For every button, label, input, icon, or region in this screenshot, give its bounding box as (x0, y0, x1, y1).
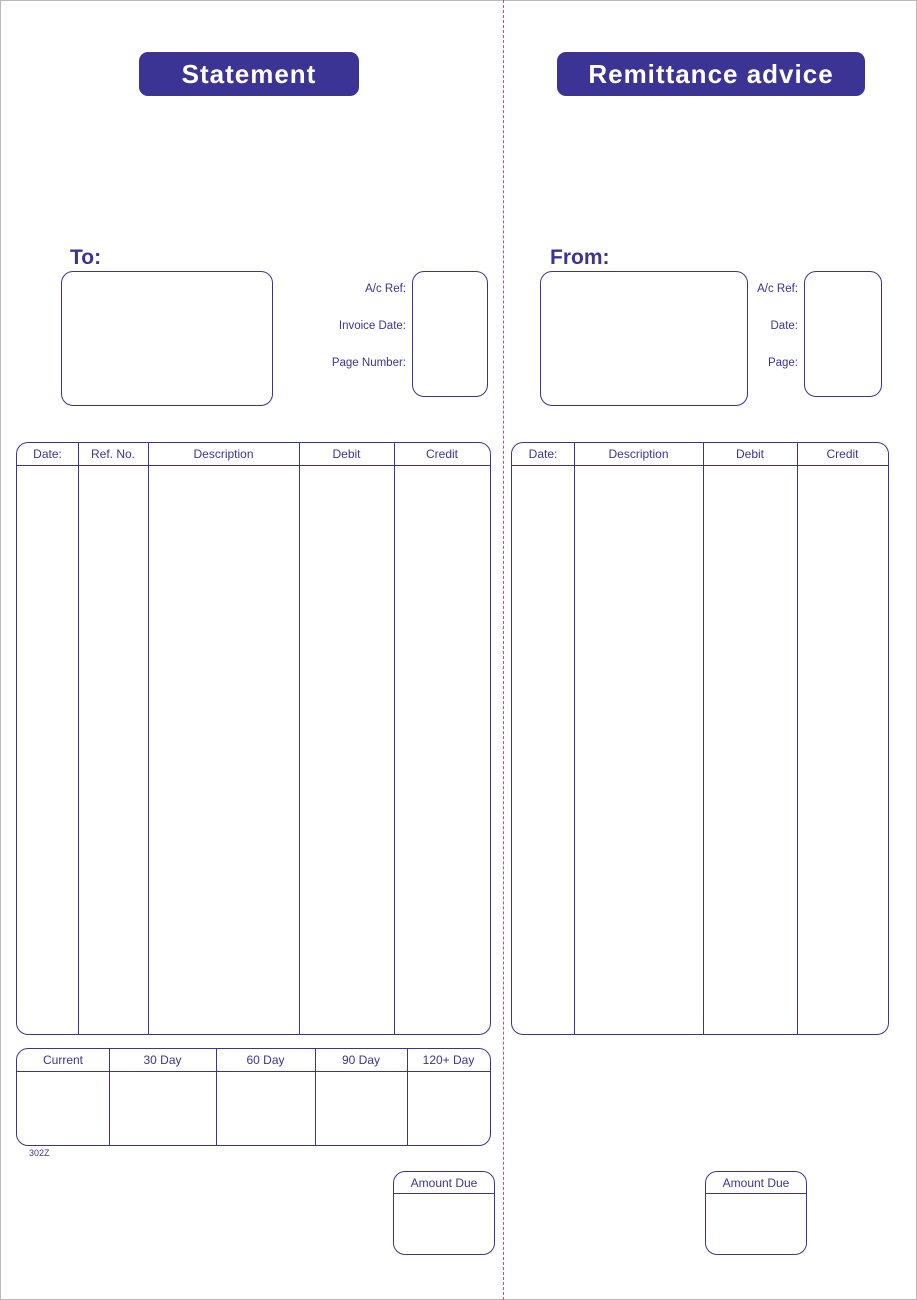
perforation-line (503, 0, 504, 1300)
col-header-debit: Debit (332, 447, 361, 461)
column-divider (574, 443, 575, 1034)
aging-header-90-day: 90 Day (341, 1053, 381, 1067)
remit-amount-due-label: Amount Due (722, 1176, 790, 1190)
from-label: From: (550, 246, 610, 269)
aging-header-30-day: 30 Day (143, 1053, 182, 1067)
remittance-meta-box[interactable] (804, 271, 882, 397)
remit-date-label: Date: (770, 320, 798, 332)
col-header-credit: Credit (425, 447, 458, 461)
column-divider (797, 443, 798, 1034)
column-divider (148, 443, 149, 1034)
column-divider (703, 443, 704, 1034)
to-label: To: (70, 246, 102, 269)
page-number-label: Page Number: (331, 357, 406, 369)
ac-ref-label: A/c Ref: (365, 283, 406, 295)
from-address-box[interactable] (540, 271, 748, 406)
remit-col-header-date: Date: (528, 447, 558, 461)
remittance-title: Remittance advice (557, 52, 865, 96)
form-code: 302Z (29, 1148, 50, 1158)
remittance-table (511, 442, 889, 1035)
col-header-description: Description (193, 447, 254, 461)
col-header-ref-no: Ref. No. (90, 447, 135, 461)
aging-header-60-day: 60 Day (246, 1053, 285, 1067)
statement-title: Statement (139, 52, 359, 96)
statement-meta-box[interactable] (412, 271, 488, 397)
remit-col-header-credit: Credit (826, 447, 859, 461)
column-divider (394, 443, 395, 1034)
statement-table-header-line (17, 465, 490, 466)
remit-amount-due-header-line (706, 1193, 806, 1194)
statement-table (16, 442, 491, 1035)
statement-amount-due-box[interactable] (393, 1171, 495, 1255)
remit-page-label: Page: (767, 357, 798, 369)
remit-col-header-debit: Debit (735, 447, 764, 461)
amount-due-header-line (394, 1193, 494, 1194)
aging-header-120-day: 120+ Day (422, 1053, 475, 1067)
aging-table-header-line (17, 1071, 490, 1072)
remittance-amount-due-box[interactable] (705, 1171, 807, 1255)
remittance-table-header-line (512, 465, 888, 466)
column-divider (78, 443, 79, 1034)
remit-ac-ref-label: A/c Ref: (757, 283, 798, 295)
invoice-date-label: Invoice Date: (338, 320, 406, 332)
column-divider (299, 443, 300, 1034)
to-address-box[interactable] (61, 271, 273, 406)
aging-header-current: Current (42, 1053, 83, 1067)
amount-due-label: Amount Due (410, 1176, 478, 1190)
col-header-date: Date: (33, 447, 62, 461)
remit-col-header-description: Description (608, 447, 669, 461)
aging-table (16, 1048, 491, 1146)
